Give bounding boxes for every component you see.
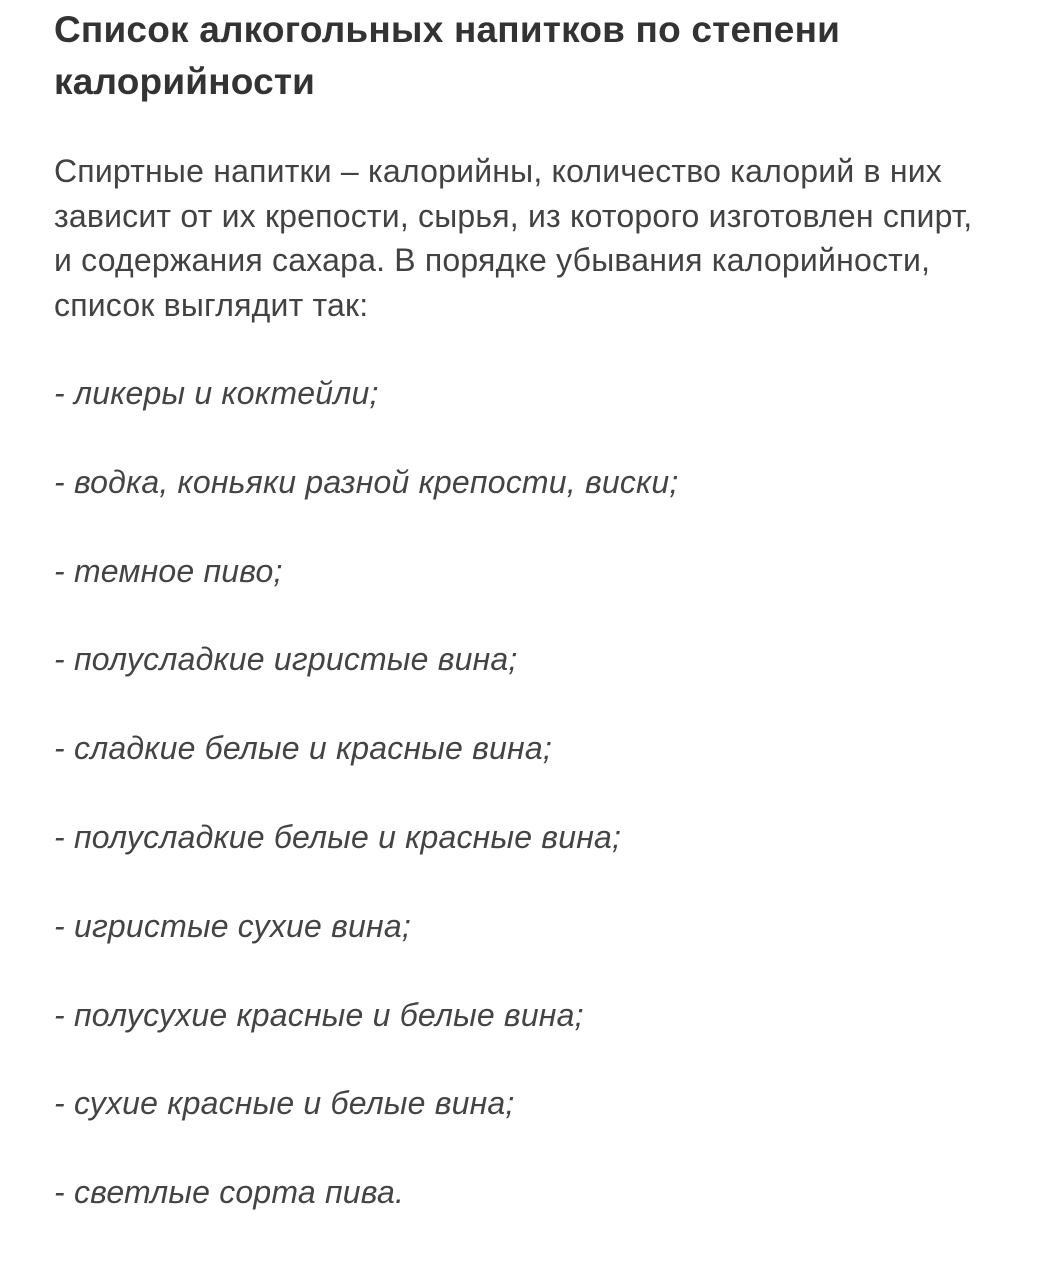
list-item: - ликеры и коктейли; (54, 375, 379, 411)
article-title: Список алкогольных напитков по степени калорийности (54, 9, 841, 102)
list-item: - полусладкие белые и красные вина; (54, 818, 622, 855)
list-item: - сухие красные и белые вина; (54, 1085, 515, 1122)
list-item: - полусладкие игристые вина; (54, 641, 518, 678)
article-intro: Спиртные напитки – калорийны, количество калорий в них зависит от их крепости, сырья, из которого изготовлен спирт, и содержания сахара. В порядке убывания калорийности, список выглядит так: (54, 153, 973, 323)
list-item: - темное пиво; (54, 552, 283, 589)
list-item: - водка, коньяки разной крепости, виски; (54, 463, 679, 500)
list-item: - полусухие красные и белые вина; (54, 996, 584, 1033)
drink-list (54, 370, 994, 1258)
list-item: - сладкие белые и красные вина; (54, 730, 552, 767)
list-item: - светлые сорта пива. (54, 1174, 405, 1211)
list-item: - игристые сухие вина; (54, 907, 411, 944)
